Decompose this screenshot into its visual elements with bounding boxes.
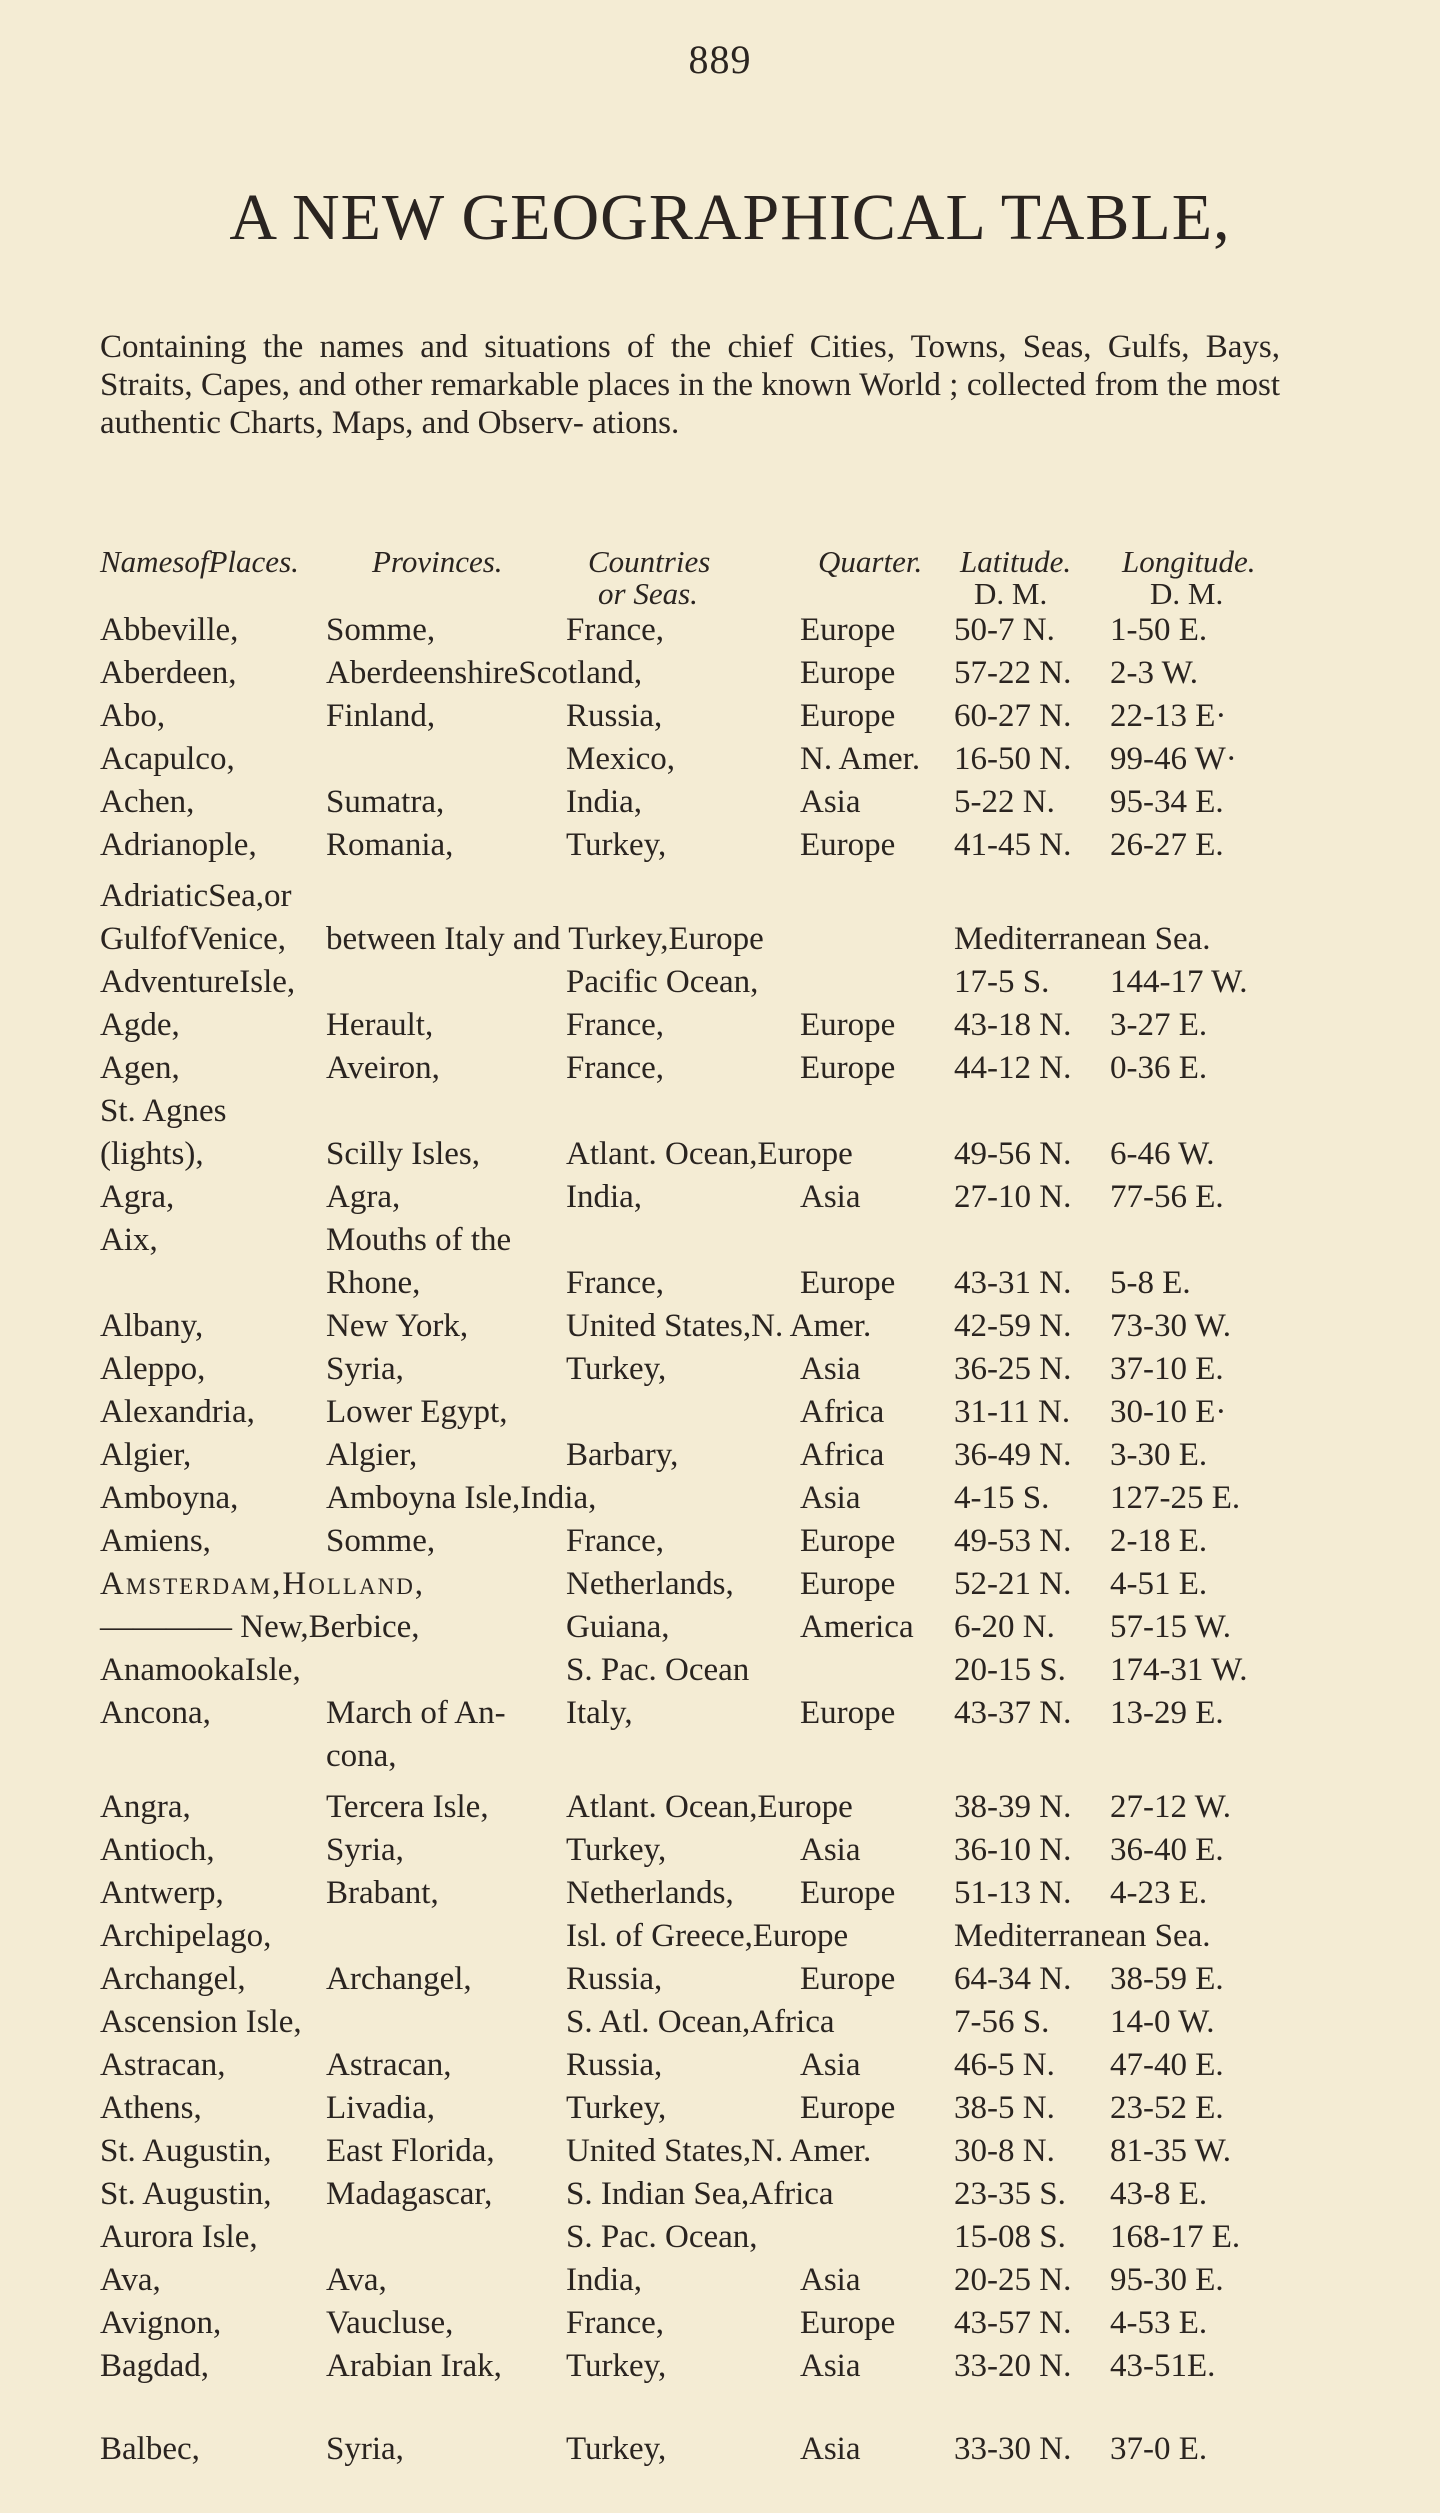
place-name-cell: Agen, (100, 1050, 180, 1086)
longitude-cell: 14-0 W. (1110, 2004, 1215, 2040)
place-name-cell: Ava, (100, 2262, 161, 2298)
table-row (0, 1519, 1440, 1563)
table-row (0, 1261, 1440, 1305)
country-cell: Italy, (566, 1695, 633, 1731)
quarter-cell: Europe (800, 827, 896, 863)
longitude-cell: 23-52 E. (1110, 2090, 1224, 2126)
country-cell: Turkey, (566, 1351, 667, 1387)
place-name-cell: Bagdad, (100, 2348, 210, 2384)
province-cell: Finland, (326, 698, 436, 734)
header-latitude-sub: D. M. (974, 576, 1048, 611)
country-cell: S. Pac. Ocean, (566, 2219, 758, 2255)
table-row (0, 1605, 1440, 1649)
quarter-cell: Europe (800, 1050, 896, 1086)
latitude-cell: 41-45 N. (954, 827, 1072, 863)
quarter-cell: Europe (800, 1566, 896, 1602)
longitude-cell: 43-51E. (1110, 2348, 1216, 2384)
place-name-cell: Antwerp, (100, 1875, 224, 1911)
place-name-cell: AdventureIsle, (100, 964, 296, 1000)
longitude-cell: 4-53 E. (1110, 2305, 1208, 2341)
header-longitude: Longitude. (1122, 544, 1256, 579)
place-name-cell: ———— New,Berbice, (100, 1609, 420, 1645)
latitude-cell: 20-25 N. (954, 2262, 1072, 2298)
province-cell: Agra, (326, 1179, 401, 1215)
place-name-cell: Archangel, (100, 1961, 246, 1997)
place-name-cell: Agde, (100, 1007, 180, 1043)
longitude-cell: 57-15 W. (1110, 1609, 1232, 1645)
province-cell: Livadia, (326, 2090, 436, 2126)
place-name-cell: St. Augustin, (100, 2133, 272, 2169)
place-name-cell: Ascension Isle, (100, 2004, 302, 2040)
latitude-cell: 43-57 N. (954, 2305, 1072, 2341)
longitude-cell: 144-17 W. (1110, 964, 1248, 1000)
latitude-cell: 43-31 N. (954, 1265, 1072, 1301)
country-cell: France, (566, 2305, 665, 2341)
table-row (0, 1003, 1440, 1047)
country-cell: Atlant. Ocean,Europe (566, 1789, 853, 1825)
latitude-cell: 46-5 N. (954, 2047, 1055, 2083)
longitude-cell: 1-50 E. (1110, 612, 1208, 648)
province-cell: Lower Egypt, (326, 1394, 508, 1430)
table-row (0, 874, 1440, 918)
country-cell: India, (566, 1179, 643, 1215)
province-cell: AberdeenshireScotland, (326, 655, 643, 691)
country-cell: Turkey, (566, 827, 667, 863)
country-cell: France, (566, 1523, 665, 1559)
latitude-cell: 17-5 S. (954, 964, 1050, 1000)
page-number: 889 (688, 37, 752, 82)
longitude-cell: 4-51 E. (1110, 1566, 1208, 1602)
table-row (0, 1046, 1440, 1090)
table-row (0, 2129, 1440, 2173)
table-row (0, 694, 1440, 738)
table-row (0, 1562, 1440, 1606)
country-cell: Pacific Ocean, (566, 964, 759, 1000)
table-row (0, 1132, 1440, 1176)
longitude-cell: 99-46 W· (1110, 741, 1237, 777)
longitude-cell: 168-17 E. (1110, 2219, 1241, 2255)
latitude-cell: 42-59 N. (954, 1308, 1072, 1344)
latitude-cell: 33-20 N. (954, 2348, 1072, 2384)
place-name-cell: Aleppo, (100, 1351, 206, 1387)
country-cell: Turkey, (566, 2090, 667, 2126)
latitude-cell: 38-5 N. (954, 2090, 1055, 2126)
longitude-cell: 37-0 E. (1110, 2431, 1208, 2467)
latitude-cell: 15-08 S. (954, 2219, 1066, 2255)
place-name-cell: AnamookaIsle, (100, 1652, 301, 1688)
place-name-cell: Adrianople, (100, 827, 257, 863)
country-cell: Atlant. Ocean,Europe (566, 1136, 853, 1172)
latitude-cell: 6-20 N. (954, 1609, 1055, 1645)
place-name-cell: Agra, (100, 1179, 175, 1215)
province-cell: New York, (326, 1308, 469, 1344)
place-name-cell: Athens, (100, 2090, 202, 2126)
country-cell: Netherlands, (566, 1875, 734, 1911)
country-cell: India, (566, 2262, 643, 2298)
latitude-cell: 51-13 N. (954, 1875, 1072, 1911)
longitude-cell: 0-36 E. (1110, 1050, 1208, 1086)
longitude-cell: 4-23 E. (1110, 1875, 1208, 1911)
country-cell: Turkey, (566, 1832, 667, 1868)
latitude-cell: 57-22 N. (954, 655, 1072, 691)
quarter-cell: Asia (800, 1832, 861, 1868)
table-row (0, 2000, 1440, 2044)
place-name-cell: St. Augustin, (100, 2176, 272, 2212)
longitude-cell: 174-31 W. (1110, 1652, 1248, 1688)
longitude-cell: 2-3 W. (1110, 655, 1199, 691)
table-row (0, 1957, 1440, 2001)
province-cell: Mouths of the (326, 1222, 512, 1258)
country-cell: Russia, (566, 698, 663, 734)
place-name-cell: Aurora Isle, (100, 2219, 258, 2255)
quarter-cell: Europe (800, 698, 896, 734)
table-row (0, 780, 1440, 824)
table-row (0, 1390, 1440, 1434)
latitude-cell: 4-15 S. (954, 1480, 1050, 1516)
latitude-cell: 7-56 S. (954, 2004, 1050, 2040)
province-cell: Tercera Isle, (326, 1789, 489, 1825)
quarter-cell: Asia (800, 2431, 861, 2467)
latitude-cell: 36-49 N. (954, 1437, 1072, 1473)
place-name-cell: Amiens, (100, 1523, 211, 1559)
country-cell: Russia, (566, 1961, 663, 1997)
table-row (0, 1734, 1440, 1778)
province-cell: Algier, (326, 1437, 418, 1473)
quarter-cell: Europe (800, 1265, 896, 1301)
header-provinces: Provinces. (372, 544, 503, 579)
table-row (0, 1828, 1440, 1872)
table-row (0, 651, 1440, 695)
table-row (0, 2043, 1440, 2087)
country-cell: Turkey, (566, 2348, 667, 2384)
latitude-cell: Mediterranean Sea. (954, 1918, 1211, 1954)
province-cell: Arabian Irak, (326, 2348, 502, 2384)
province-cell: Vaucluse, (326, 2305, 454, 2341)
place-name-cell: Acapulco, (100, 741, 235, 777)
country-cell: Netherlands, (566, 1566, 734, 1602)
longitude-cell: 95-34 E. (1110, 784, 1224, 820)
table-row (0, 1433, 1440, 1477)
latitude-cell: 38-39 N. (954, 1789, 1072, 1825)
quarter-cell: Asia (800, 2047, 861, 2083)
latitude-cell: 52-21 N. (954, 1566, 1072, 1602)
longitude-cell: 13-29 E. (1110, 1695, 1224, 1731)
place-name-cell: Antioch, (100, 1832, 215, 1868)
quarter-cell: Europe (800, 2305, 896, 2341)
province-cell: March of An- (326, 1695, 506, 1731)
place-name-cell: Achen, (100, 784, 195, 820)
longitude-cell: 77-56 E. (1110, 1179, 1224, 1215)
latitude-cell: 27-10 N. (954, 1179, 1072, 1215)
province-cell: Sumatra, (326, 784, 445, 820)
quarter-cell: Europe (800, 1007, 896, 1043)
table-row (0, 1785, 1440, 1829)
country-cell: S. Atl. Ocean,Africa (566, 2004, 835, 2040)
longitude-cell: 38-59 E. (1110, 1961, 1224, 1997)
country-cell: Mexico, (566, 741, 676, 777)
place-name-cell: Albany, (100, 1308, 204, 1344)
table-row (0, 2258, 1440, 2302)
table-row (0, 2086, 1440, 2130)
header-countries-sub: or Seas. (598, 576, 698, 611)
table-row (0, 1347, 1440, 1391)
country-cell: Barbary, (566, 1437, 679, 1473)
province-cell: Brabant, (326, 1875, 439, 1911)
quarter-cell: Europe (800, 1961, 896, 1997)
latitude-cell: 36-25 N. (954, 1351, 1072, 1387)
longitude-cell: 95-30 E. (1110, 2262, 1224, 2298)
province-cell: Syria, (326, 2431, 404, 2467)
header-names: NamesofPlaces. (100, 544, 299, 579)
quarter-cell: America (800, 1609, 914, 1645)
table-row (0, 1871, 1440, 1915)
quarter-cell: Europe (800, 1875, 896, 1911)
longitude-cell: 22-13 E· (1110, 698, 1227, 734)
header-quarter: Quarter. (818, 544, 923, 579)
quarter-cell: Asia (800, 1351, 861, 1387)
place-name-cell: Alexandria, (100, 1394, 255, 1430)
latitude-cell: 44-12 N. (954, 1050, 1072, 1086)
place-name-cell: Balbec, (100, 2431, 200, 2467)
table-row (0, 2344, 1440, 2388)
table-row (0, 1175, 1440, 1219)
place-name-cell: Amsterdam,Holland, (100, 1566, 426, 1602)
latitude-cell: 60-27 N. (954, 698, 1072, 734)
latitude-cell: 43-18 N. (954, 1007, 1072, 1043)
province-cell: Syria, (326, 1832, 404, 1868)
province-cell: between Italy and Turkey,Europe (326, 921, 764, 957)
quarter-cell: Europe (800, 2090, 896, 2126)
place-name-cell: Ancona, (100, 1695, 211, 1731)
table-row (0, 1914, 1440, 1958)
table-row (0, 2215, 1440, 2259)
place-name-cell: Angra, (100, 1789, 191, 1825)
province-cell: Amboyna Isle,India, (326, 1480, 597, 1516)
longitude-cell: 2-18 E. (1110, 1523, 1208, 1559)
header-countries: Countries (588, 544, 711, 579)
country-cell: France, (566, 1007, 665, 1043)
country-cell: Guiana, (566, 1609, 670, 1645)
country-cell: France, (566, 1050, 665, 1086)
place-name-cell: GulfofVenice, (100, 921, 287, 957)
country-cell: Turkey, (566, 2431, 667, 2467)
longitude-cell: 26-27 E. (1110, 827, 1224, 863)
quarter-cell: Asia (800, 1179, 861, 1215)
latitude-cell: 49-56 N. (954, 1136, 1072, 1172)
latitude-cell: 49-53 N. (954, 1523, 1072, 1559)
quarter-cell: Africa (800, 1437, 885, 1473)
place-name-cell: St. Agnes (100, 1093, 227, 1129)
place-name-cell: Abbeville, (100, 612, 239, 648)
quarter-cell: Europe (800, 1695, 896, 1731)
intro-line: ations. (592, 405, 680, 441)
quarter-cell: Europe (800, 655, 896, 691)
longitude-cell: 30-10 E· (1110, 1394, 1227, 1430)
country-cell: S. Indian Sea,Africa (566, 2176, 834, 2212)
latitude-cell: 64-34 N. (954, 1961, 1072, 1997)
header-longitude-sub: D. M. (1150, 576, 1224, 611)
place-name-cell: Astracan, (100, 2047, 226, 2083)
country-cell: S. Pac. Ocean (566, 1652, 750, 1688)
table-row (0, 2427, 1440, 2471)
longitude-cell: 37-10 E. (1110, 1351, 1224, 1387)
longitude-cell: 81-35 W. (1110, 2133, 1232, 2169)
longitude-cell: 3-27 E. (1110, 1007, 1208, 1043)
quarter-cell: Europe (800, 1523, 896, 1559)
quarter-cell: Asia (800, 784, 861, 820)
place-name-cell: Abo, (100, 698, 166, 734)
latitude-cell: Mediterranean Sea. (954, 921, 1211, 957)
province-cell: Syria, (326, 1351, 404, 1387)
latitude-cell: 30-8 N. (954, 2133, 1055, 2169)
country-cell: India, (566, 784, 643, 820)
longitude-cell: 127-25 E. (1110, 1480, 1241, 1516)
quarter-cell: Europe (800, 612, 896, 648)
intro-line: Containing the names and situations of the chief Cities, Towns, Seas, (100, 329, 1092, 365)
province-cell: Aveiron, (326, 1050, 440, 1086)
table-row (0, 737, 1440, 781)
province-cell: Astracan, (326, 2047, 452, 2083)
quarter-cell: Africa (800, 1394, 885, 1430)
page-title: A NEW GEOGRAPHICAL TABLE, (229, 181, 1231, 254)
longitude-cell: 43-8 E. (1110, 2176, 1208, 2212)
province-cell: Madagascar, (326, 2176, 493, 2212)
quarter-cell: N. Amer. (800, 741, 921, 777)
table-row (0, 1648, 1440, 1692)
place-name-cell: Algier, (100, 1437, 192, 1473)
latitude-cell: 5-22 N. (954, 784, 1055, 820)
intro-line: Gulfs, Bays, Straits, Capes, and other remarkable places in the known (100, 329, 1281, 403)
province-cell: Scilly Isles, (326, 1136, 480, 1172)
quarter-cell: Asia (800, 2262, 861, 2298)
table-row (0, 1476, 1440, 1520)
province-cell: Rhone, (326, 1265, 421, 1301)
place-name-cell: Aix, (100, 1222, 158, 1258)
latitude-cell: 20-15 S. (954, 1652, 1066, 1688)
country-cell: United States,N. Amer. (566, 1308, 872, 1344)
table-row (0, 1304, 1440, 1348)
header-latitude: Latitude. (960, 544, 1072, 579)
place-name-cell: AdriaticSea,or (100, 878, 292, 914)
longitude-cell: 5-8 E. (1110, 1265, 1191, 1301)
table-row (0, 1218, 1440, 1262)
table-row (0, 1691, 1440, 1735)
country-cell: France, (566, 612, 665, 648)
latitude-cell: 43-37 N. (954, 1695, 1072, 1731)
latitude-cell: 16-50 N. (954, 741, 1072, 777)
table-row (0, 960, 1440, 1004)
place-name-cell: Amboyna, (100, 1480, 239, 1516)
province-cell: Somme, (326, 612, 436, 648)
table-row (0, 1089, 1440, 1133)
place-name-cell: Avignon, (100, 2305, 222, 2341)
quarter-cell: Asia (800, 1480, 861, 1516)
latitude-cell: 23-35 S. (954, 2176, 1066, 2212)
latitude-cell: 50-7 N. (954, 612, 1055, 648)
latitude-cell: 36-10 N. (954, 1832, 1072, 1868)
province-cell: East Florida, (326, 2133, 495, 2169)
country-cell: United States,N. Amer. (566, 2133, 872, 2169)
province-cell: Somme, (326, 1523, 436, 1559)
latitude-cell: 31-11 N. (954, 1394, 1071, 1430)
longitude-cell: 6-46 W. (1110, 1136, 1215, 1172)
country-cell: Russia, (566, 2047, 663, 2083)
longitude-cell: 36-40 E. (1110, 1832, 1224, 1868)
place-name-cell: Archipelago, (100, 1918, 272, 1954)
province-cell: Archangel, (326, 1961, 472, 1997)
table-row (0, 917, 1440, 961)
longitude-cell: 47-40 E. (1110, 2047, 1224, 2083)
country-cell: Isl. of Greece,Europe (566, 1918, 849, 1954)
province-cell: Romania, (326, 827, 454, 863)
place-name-cell: (lights), (100, 1136, 204, 1172)
quarter-cell: Asia (800, 2348, 861, 2384)
province-cell: Herault, (326, 1007, 434, 1043)
latitude-cell: 33-30 N. (954, 2431, 1072, 2467)
table-row (0, 608, 1440, 652)
place-name-cell: Aberdeen, (100, 655, 237, 691)
country-cell: France, (566, 1265, 665, 1301)
province-cell: Ava, (326, 2262, 387, 2298)
table-row (0, 2172, 1440, 2216)
table-row (0, 2301, 1440, 2345)
province-cell: cona, (326, 1738, 397, 1774)
longitude-cell: 27-12 W. (1110, 1789, 1232, 1825)
longitude-cell: 73-30 W. (1110, 1308, 1232, 1344)
longitude-cell: 3-30 E. (1110, 1437, 1208, 1473)
intro-line: World ; collected from the most authentic Charts, Maps, and Observ- (100, 367, 1281, 441)
table-row (0, 823, 1440, 867)
